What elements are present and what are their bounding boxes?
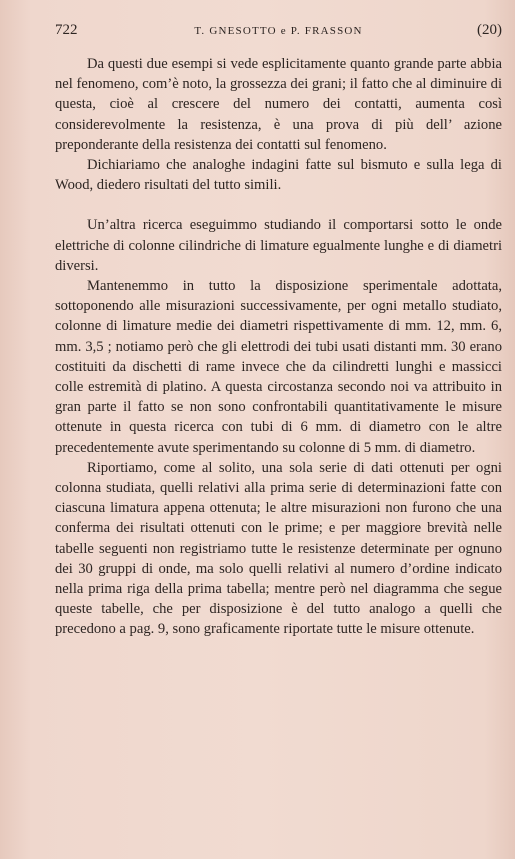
page-number: 722 xyxy=(55,22,78,38)
paragraph-gap xyxy=(55,195,502,215)
paragraph: Dichiariamo che analoghe indagini fatte sul bismuto e sulla lega di Wood, diedero risultati del tutto simili. xyxy=(55,157,502,194)
running-header xyxy=(55,22,502,42)
paragraph: Mantenemmo in tutto la disposizione sperimentale adottata, sottoponendo alle misurazioni successivamente, per ogni metallo studiato, colonne di limature medie dei diametri rispettivamente di mm. 12, mm. 6, mm. 3,5 ; notiamo però che gli elettrodi dei tubi usati distanti mm. 30 erano costituiti da dischetti di rame invece che da cilindretti lunghi e massicci colle estremità di platino. A questa circostanza secondo noi va attribuito in gran parte il fatto se non sono confrontabili quantitativamente le misure ottenute in questa ricerca con tubi di 6 mm. di diametro con le altre precedentemente avute sperimentando su colonne di 5 mm. di diametro. xyxy=(55,278,502,456)
section-number: (20) xyxy=(477,22,502,38)
paragraph: Riportiamo, come al solito, una sola serie di dati ottenuti per ogni colonna studiata, quelli relativi alla prima serie di determinazioni fatte con ciascuna limatura appena ottenuta; le altre misurazioni non furono che una conferma dei risultati ottenuti con le prime; e per maggiore brevità nelle tabelle seguenti non registriamo tutte le resistenze determinate per ognuno dei 30 gruppi di onde, ma solo quelli relativi al numero d’ordine indicato nella prima riga della prima tabella; mentre però nel diagramma che segue queste tabelle, che per disposizione è del tutto analogo a quelli che precedono a pag. 9, sono graficamente riportate tutte le misure ottenute. xyxy=(55,459,502,638)
paragraph: Da questi due esempi si vede esplicitamente quanto grande parte abbia nel fenomeno, com’è noto, la grossezza dei grani; il fatto che al diminuire di questa, cioè al crescere del numero dei contatti, aumenta così considerevolmente la resistenza, è una prova di più dell’ azione preponderante della resistenza dei contatti sul fenomeno. xyxy=(55,56,502,153)
paragraph: Un’altra ricerca eseguimmo studiando il comportarsi sotto le onde elettriche di colonne cilindriche di limature egualmente lunghe e di diametri diversi. xyxy=(55,217,502,274)
running-title: T. GNESOTTO e P. FRASSON xyxy=(194,25,363,37)
body-text xyxy=(55,54,502,640)
